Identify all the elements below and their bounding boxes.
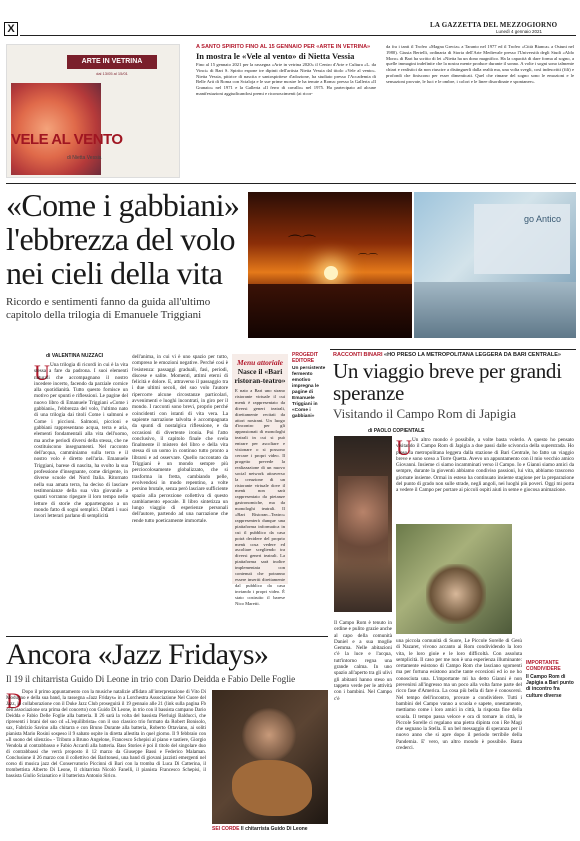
section-mark: X — [4, 22, 18, 36]
vetrina-col1: Fino al 15 gennaio 2021 per la rassegna «Arte in vetrina 2020» il Centro d'Arte e Cultura «L. da Vinci» di Bari S. Spirito espone tre dipinti dell'artista Nietta Vessia dal titolo «Vele al vento». Nietta Vessia, pittrice di nascita e santospiritese d'adozione, ha studiato presso l'Accademia di Belle Arti di Roma con Scialoja e le sue prime mostre le ha tenute a Roma: presso la Galleria «Il Granaio» nel 1971 e la Galleria «Il ferro di cavallo» nel 1975. Ha partecipato ad alcune manifestazioni aggiudicandosi premi e riconoscimenti (ai ricor- — [196, 62, 376, 96]
book-cover-text: go Antico — [524, 214, 562, 224]
guitarist-figure — [242, 708, 296, 762]
rom-camp-photo — [396, 524, 512, 634]
menu-kicker: Menu attoriale — [236, 358, 284, 367]
binari-kicker — [333, 352, 561, 358]
seagull-icon: ⌒⌒ — [358, 254, 378, 265]
menu-title: Nasce il «Bari ristoran-teatro» — [234, 367, 286, 385]
gabbiani-headline: «Come i gabbiani» l'ebbrezza del volo nei cieli della vita — [6, 187, 240, 291]
binari-side-kicker: IMPORTANTE CONDIVIDERE — [526, 660, 561, 672]
jazz-photo-text: Il chitarrista Guido Di Leone — [240, 826, 308, 832]
binari-kicker-quote: «HO PRESO LA METROPOLITANA LEGGERA DA BARI CENTRALE» — [384, 352, 561, 358]
poster-artist: di Nietta Vessia — [67, 155, 102, 161]
masthead-date: Lunedì 4 gennaio 2021 — [496, 29, 543, 34]
vetrina-kicker: A SANTO SPIRITO FINO AL 15 GENNAIO PER «ARTE IN VETRINA» — [196, 44, 371, 50]
sea-reflection — [248, 284, 412, 338]
sun-disc — [324, 266, 338, 280]
binari-col-top: Un altro mondo è possibile, a volte basta volerlo. A questo ho pensato visitando il Campo Rom di Japigia a due passi dalle scivoncia della superstrada. Ho preso la metropolitana leggera dalla stazione di Bari Centrale, ho fatto un viaggio breve e sono sceso a Torre Quetta. Avevo un appuntamento con il mio vecchio amico Giovanni. Insieme ci siamo incamminati verso il Campo. Io e Gianni siamo amici da sempre, durante la gioventù abbiamo condiviso passioni, lui vita, abbiamo trascorso giornate insieme. Ormai in esteso ha continuato insieme stagione per la preparazione del punto di grado non sulle strade, negli angoli, nei luoghi più poveri. Oggi mi porta a vedere il Campo per portare ai piccoli ospiti aiuti in seme e giocosa animazione. — [396, 437, 574, 494]
binari-dropcap: U — [396, 435, 412, 460]
jazz-photo-caption — [212, 826, 308, 832]
binari-rule — [330, 349, 576, 350]
binari-byline: di PAOLO COPIENTALE — [368, 428, 425, 434]
gabbiani-dropcap: U — [34, 360, 50, 385]
crowd-silhouette — [338, 476, 388, 596]
book-caption-text: Un persistente fermento emotivo impregna le pagine di Emanuele Triggiani in «Come i gabbiani» — [292, 366, 326, 419]
vetrina-poster — [6, 44, 180, 178]
gabbiani-byline: di VALENTINA NUZZACI — [46, 353, 104, 359]
binari-col-bottom: una piccola comunità di Suore, Le Piccole Sorelle di Gesù di Nazaret, vivono accanto ai Rom condividendo la loro vita, le loro gioie e le loro difficoltà. Con assoluta semplicità. Il caso per me non è una esperienza illuminante: certamente esistono di Campo Rom che lasciano sgomenti ma per fortuna esistono anche tante eccezioni ed io ne ho conosciuta una. L'importante mi ha detto Gianni è non prevenirsi all'ingresso ma un poco alla volta farne parte del ricco fase d'America. La cosa più bella di fare è conoscersi. Nel tempo dell'incontro, provare a condividere. Tutti i bambini del Campo vanno a scuola e sapete, onestamente, mettiamo come i loro amici in città, la risposta fine della scuola. Il tempo passa veloce e ora di tornare in città, le Piccole Sorelle ci regalano una pietra dipinta con i Re Magi che segnano la Stella. E un bel messaggio di speranza per il nuovo anno che si apre dopo il periodo terribile della Pandemia. E' vero, un altro mondo è possibile. Basta crederci. — [396, 638, 522, 752]
jazz-body: Dopo il primo appuntamento con la musiche natalizie affidato all'interpretazione di Vito Di Modugno e della sua band, la rassegna «Jazz Fridays» in a Lorchestra Associazione Nel Cuore del Jazz, in collaborazione con il Duke Jazz Club proseguirà il 19 gennaio alle 21 (link sulla pagina Fb dell'associazione ora prima del concerto) con Guido Di Leone, in trio con il bassista campano Dario Deidda e Fabio Delle Foglie alla batteria. Il 26 sarà la volta del bassista Pierluigi Balducci, che ripresenti i brani del suo cd «L'equilibrista» con il suo classico trio formato da Robert Bonisolo, sax, Fabrizio Savino alla chitarra e con Bruno Durante alla batteria, Roberto Ottaviano, ai soliti pianista Mario Rosini sospeso il 9 sabato ospite in diretta allestita in quel giorno. Il 9 febbraio con «Il suono del silenzio» - Tributo a Bruno Angelone, Francesco Schepisi al piano e tastiere, Giorgio Vendola al contrabbasso e Fabio Accardi alla batteria. Bass Stories è poi il titolo del singolare duo di contrabbassi che verrà proposto il 12 marzo da Giuseppe Bassi e Federico Malaman. Conclusione il 26 marzo con il collettivo dei Baritonesi, una band di giovani jazzisti emergenti nel corso di musica jazz del Conservatorio Piccinni di Bari con la tromba di Luca Di Catterina, il trombettista Alberto Di Leone, Il chitarrista Nicolò Fanelli, il pianista Francesco Schepisi, il bassista Giulio Scianatico e il batterista Antonio Sirico. — [6, 690, 206, 779]
gabbiani-col1: Una trilogia di ricordi in cui è la vita stessa a fare da padrona. I suoi elementi naturali che accompagnano il nostro incedere incerto, facendo da parziale cornice alla quotidianità. Tutto questo fornisce un motivo per spunti e riflessioni. Le pagine del nuovo libro di Emanuele Triggiani «Come i gabbiani», l'ebbrezza del volo, l'ultimo nato di una trilogia dai titoli Come i salmoni e Come i piccioni. Salmoni, piccioni e gabbiani rappresentano acqua, terra e aria, elementi fondamentali alla vita dell'uomo, ma anche periodi diversi della stessa, che ne costituiscono insegnamenti. Nel racconto dell'acqua, camminiamo sulla terra e il nostro volo è diretto nell'aria. Emanuele Triggiani, barese di nascita, ha svolto la sua professione d'insegnante, come dirigente, in diverse scuole del Nord Italia. Ritornato nella sua amata terra, ha deciso di lasciare testimonianze della sua vita giovanile a quanti vorranno ripegare il loro tempo nelle letture di storie che appartengono a un mondo fatto di sogni semplici. Difatti i suoi lavori letterari parlano di semplicità — [34, 362, 128, 520]
poster-subtitle: dal 13/05 al 15/01 — [96, 71, 128, 76]
jazz-rule — [6, 636, 328, 637]
harbour-boats — [414, 282, 576, 338]
jazz-dropcap: D — [6, 688, 22, 713]
menu-body: E nato a Bari uno strano ristorante virtuale il cui menù è rappresentato da diversi generi teatrali, direttamente recitati da attori nostrani. Un luogo d'incontro per gli appassionati di monologhi teatrali in cui si può entrare per ascoltare e visionare o si possono cercare i propri video. Il progetto prevede la realizzazione di un nuovo social network attraverso la creazione di un ristorante virtuale dove il menù non sarà rappresentato da pietanze gastronomiche, ma da monologhi teatrali. Il «Bari Ristoran...Teatro» rappresenterà dunque una piattaforma informatica in cui il pubblico da casa potrà decidere del proprio menù cosa vedere ed ascoltare scegliendo tra diversi generi teatrali. La piattaforma sarà inoltre implementata con contenuti che potranno essere inseriti direttamente dal pubblico da casa inviando i propri video. È stato costruito il barese Nico Maretti. — [235, 388, 285, 606]
guitar-shape — [232, 760, 312, 816]
guitarist-photo — [212, 690, 328, 824]
book-caption-kicker: PROGEDIT EDITORE — [292, 352, 319, 364]
binari-headline: Un viaggio breve per grandi speranze — [333, 359, 562, 405]
masthead-paper: LA GAZZETTA DEL MEZZOGIORNO — [430, 21, 558, 29]
seagull-icon: ⌒⌒ — [288, 236, 316, 251]
poster-title-band: ARTE IN VETRINA — [67, 55, 157, 69]
section-divider — [6, 183, 576, 184]
binari-photo — [334, 436, 392, 612]
gabbiani-col2: dell'anima, in cui vi è uno spazio per tutto, compreso le emozioni negative. Perché così è l'esistenza: passaggi graduali, fasi, periodi, discese e salite. Momenti, attimi eterni di felicità e dolore. E, attraverso il passaggio tra i due ultimi secoli, del suo volo l'autore ripercorre alcune circostanze particolari, avvenimenti e luoghi incontrati, in giro per il mondo. I racconti sono brevi, proprio perché coincidenti con istanti di vita vera. La sapiente narrazione talvolta è accompagnata da spunti di nostalgica riflessione, e da occasioni di divertente ironia. Poi l'atto conclusivo, il capitolo finale che svela finalmente il mistero del libro e della vita stessa di un uomo in continuo tutto pronto a librarsi e ad osservare. Quello raccontato da Triggiani è un mondo sempre più perciocolosamente globalizzato, che si trasforma in fretta, cambiando pelle, evolvendosi in modo repentino, a volte persino brutale, senza però lasciare sufficiente spazio alla percezione collettiva di questo cambiamento epocale. Il libro sintetizza un lungo viaggio di esperienze personali dell'autore, partendo ad una narrazione che rende tutto poeticamente immortale. — [132, 354, 228, 524]
menu-box — [232, 354, 288, 606]
sunset-photo — [248, 192, 412, 338]
poster-painting — [11, 83, 101, 175]
jazz-subhead: Il 19 il chitarrista Guido Di Leone in trio con Dario Deidda e Fabio Delle Foglie — [6, 674, 296, 684]
binari-subhead: Visitando il Campo Rom di Japigia — [333, 406, 517, 421]
gabbiani-subhead: Ricordo e sentimenti fanno da guida all'ultimo capitolo della trilogia di Emanuele Triggiani — [6, 296, 211, 321]
binari-col-narrow: Il Campo Rom è tenuto in ordine e pulito grazie anche al capo della comunità Daniel e a sua moglie Gemma. Nelle abitazioni c'è la luce e l'acqua, tutt'intorno regna una grande calma. In uno spazio all'aperto tra gli ulivi gli abitanti hanno steso un tappeto verde per le attività con i bambini. Nel Campo c'è — [334, 620, 392, 702]
poster-big-title: VELE AL VENTO — [11, 131, 123, 148]
vetrina-headline: In mostra le «Vele al vento» di Nietta Vessia — [196, 51, 355, 61]
binari-kicker-label: RACCONTI BINARI — [333, 352, 383, 358]
masthead-rule — [20, 35, 576, 36]
book-photo — [414, 192, 576, 338]
jazz-headline: Ancora «Jazz Fridays» — [6, 638, 269, 671]
children-silhouette — [426, 564, 486, 624]
vetrina-col2: da fra i tanti il Trofeo «Magna Grecia» a Taranto nel 1977 ed il Trofeo «Città Bianca» a Ostuni nel 1980). Giusia Bertelli, ordinaria di Storia dell'Arte Medievale presso l'Università degli Studi «Aldo Moro» di Bari ha scritto di lei «Nietta ha un dono magnifico. Ha la capacità di dare forma al sogno, a quelle immagini indefinite che la nostra mente produce durante il sonno. A volte i sogni sono talmente chiari e realistici da non riuscire a distinguerli dalla realtà ma, una volta svegli, così indescritti (fili) e profondi che finiscono per esser dimenticati. Quel che rimane del sogno sono le emozioni e le sensazioni provate, le luci e le ombre, i colori e le linee disordinate e spontanee». — [386, 44, 574, 84]
jazz-photo-kicker: SEI CORDE — [212, 826, 240, 832]
binari-side-text: Il Campo Rom di Japigia a Bari punto di incontro fra culture diverse — [526, 674, 574, 699]
